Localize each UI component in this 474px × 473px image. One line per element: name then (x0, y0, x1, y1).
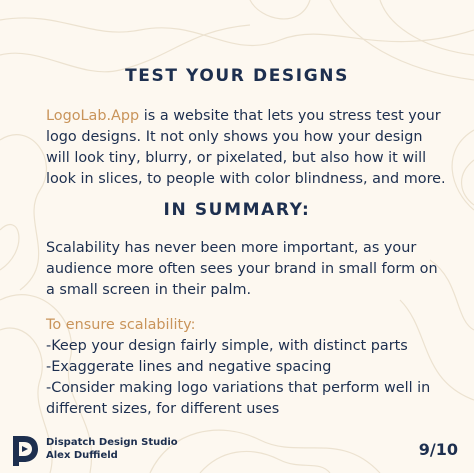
scalability-list (46, 315, 446, 420)
logolab-link[interactable]: LogoLab.App (46, 108, 140, 124)
summary-paragraph: Scalability has never been more important, as your audience more often sees your brand in small form on a small screen in their palm. (46, 240, 438, 298)
page-number: 9/10 (418, 440, 458, 459)
section-heading-test: TEST YOUR DESIGNS (125, 66, 349, 86)
list-item: -Keep your design fairly simple, with distinct parts (46, 338, 408, 354)
studio-name: Dispatch Design Studio (46, 437, 178, 448)
intro-paragraph (46, 106, 446, 190)
intro-text: is a website that lets you stress test your logo designs. It not only shows you how your design will look tiny, blurry, or pixelated, but also how it will look in slices, to people with color blindness, and more. (46, 108, 446, 187)
list-item: -Consider making logo variations that perform well in different sizes, for different uses (46, 380, 431, 417)
section-heading-summary: IN SUMMARY: (163, 200, 311, 220)
author-name: Alex Duffield (46, 450, 118, 461)
dispatch-logo-icon (10, 432, 40, 466)
list-item: -Exaggerate lines and negative spacing (46, 359, 332, 375)
scalability-heading: To ensure scalability: (46, 317, 196, 333)
footer-credits (46, 436, 178, 462)
